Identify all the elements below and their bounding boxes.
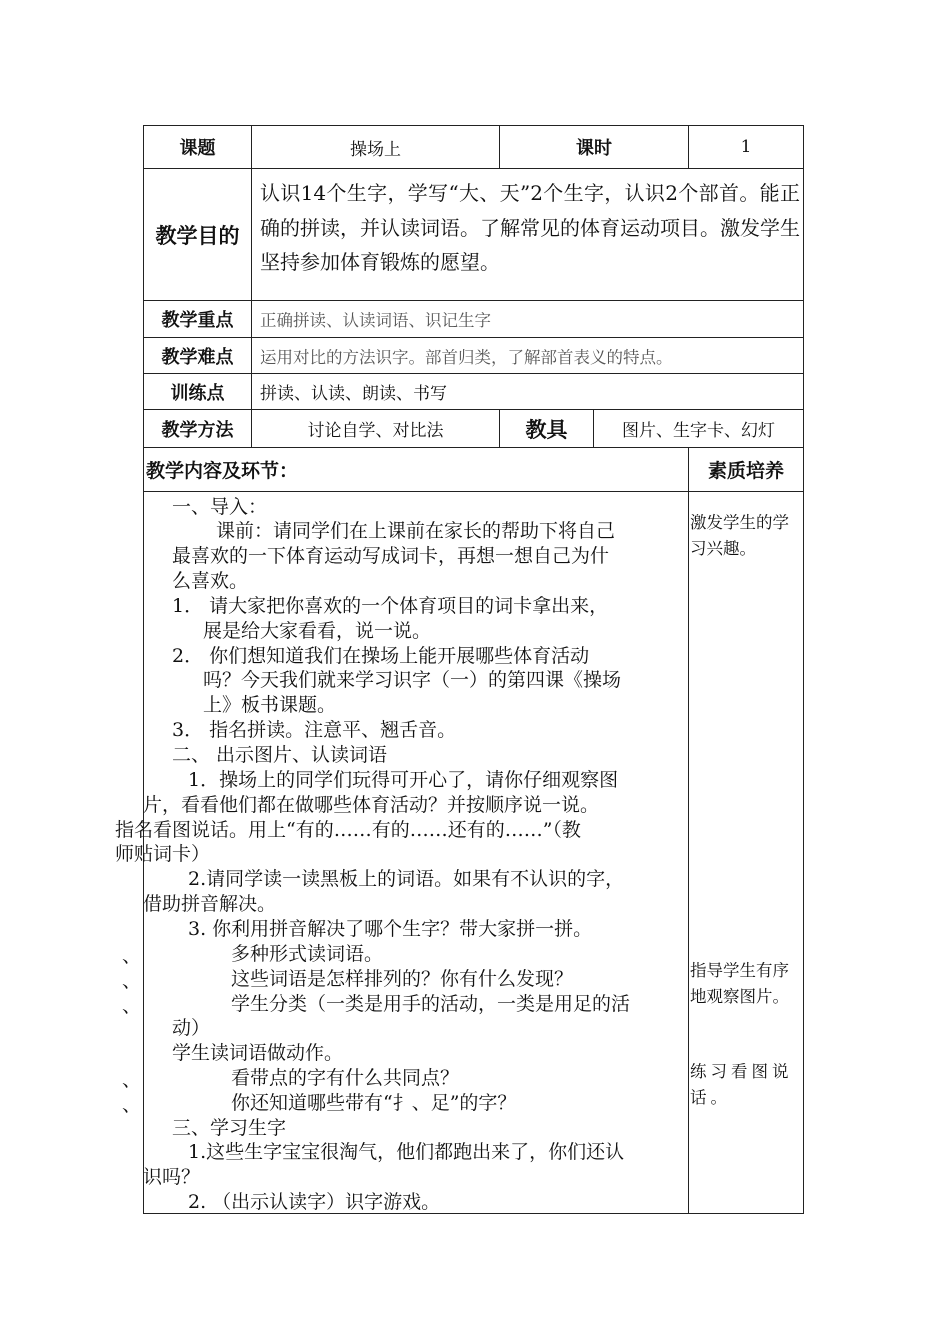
section-heading: 一、导入： xyxy=(172,496,268,518)
body-line: 指名看图说话。用上“有的……有的……还有的……”（教 xyxy=(115,819,581,841)
body-line: 片，看看他们都在做哪些体育活动？并按顺序说一说。 xyxy=(143,794,600,816)
tools-label: 教具 xyxy=(525,417,568,442)
bullet-mark: 、 xyxy=(122,1094,142,1116)
body-line: 展是给大家看看，说一说。 xyxy=(203,620,432,642)
body-line: 1． 请大家把你喜欢的一个体育项目的词卡拿出来， xyxy=(172,595,609,617)
side-note: 练习看图说话。 xyxy=(690,1062,793,1107)
topic-label: 课题 xyxy=(179,138,216,159)
bullet-mark: 、 xyxy=(122,995,142,1017)
rule xyxy=(803,125,804,1214)
side-note: 激发学生的学习兴趣。 xyxy=(690,513,789,558)
rule xyxy=(688,447,689,1214)
period-label: 课时 xyxy=(576,138,612,159)
training-label: 训练点 xyxy=(170,382,225,404)
body-line: 1．操场上的同学们玩得可开心了，请你仔细观察图 xyxy=(188,769,619,791)
body-line: 2. （出示认读字）识字游戏。 xyxy=(188,1191,441,1213)
training-value: 拼读、认读、朗读、书写 xyxy=(260,384,447,404)
rule xyxy=(143,491,804,492)
side-note: 指导学生有序地观察图片。 xyxy=(690,961,789,1006)
rule xyxy=(251,125,252,448)
period-value: 1 xyxy=(740,137,752,157)
section-heading: 三、学习生字 xyxy=(172,1117,287,1139)
tools-value: 图片、生字卡、幻灯 xyxy=(622,421,775,441)
body-line: 看带点的字有什么共同点？ xyxy=(231,1067,460,1089)
body-line: 吗？今天我们就来学习识字（一）的第四课《操场 xyxy=(203,669,622,691)
body-line: 2． 你们想知道我们在操场上能开展哪些体育活动 xyxy=(172,645,590,667)
difficulty-label: 教学难点 xyxy=(161,346,234,368)
body-line: 上》板书课题。 xyxy=(203,694,337,716)
body-line: 1.这些生字宝宝很淘气，他们都跑出来了，你们还认 xyxy=(188,1141,625,1163)
body-line: 么喜欢。 xyxy=(172,570,249,592)
section-heading: 二、 出示图片、认读词语 xyxy=(172,744,388,766)
side-heading: 素质培养 xyxy=(707,460,784,482)
body-line: 3. 你利用拼音解决了哪个生字？带大家拼一拼。 xyxy=(188,918,593,940)
body-line: 师贴词卡） xyxy=(115,843,211,865)
body-line: 动） xyxy=(172,1017,211,1039)
body-line: 学生读词语做动作。 xyxy=(172,1042,344,1064)
topic-value: 操场上 xyxy=(350,139,401,160)
method-value: 讨论自学、对比法 xyxy=(307,421,444,441)
method-label: 教学方法 xyxy=(161,419,234,441)
body-line: 2.请同学读一读黑板上的词语。如果有不认识的字， xyxy=(188,868,625,890)
body-line: 多种形式读词语。 xyxy=(231,943,384,965)
key-label: 教学重点 xyxy=(161,310,234,331)
bullet-mark: 、 xyxy=(122,1069,142,1091)
difficulty-value: 运用对比的方法识字。部首归类，了解部首表义的特点。 xyxy=(260,347,673,367)
key-value: 正确拼读、认读词语、识记生字 xyxy=(260,311,491,330)
goal-label: 教学目的 xyxy=(155,223,240,248)
bullet-mark: 、 xyxy=(122,945,142,967)
body-line: 3． 指名拼读。注意平、翘舌音。 xyxy=(172,719,457,741)
body-line: 识吗？ xyxy=(143,1166,201,1188)
body-line: 课前：请同学们在上课前在家长的帮助下将自己 xyxy=(216,520,616,542)
content-heading: 教学内容及环节： xyxy=(146,460,299,482)
body-line: 学生分类（一类是用手的活动，一类是用足的活 xyxy=(231,993,631,1015)
body-line: 这些词语是怎样排列的？你有什么发现？ xyxy=(231,968,574,990)
bullet-mark: 、 xyxy=(122,970,142,992)
goal-text: 认识14个生字，学写“大、天”2个生字，认识2个部首。能正确的拼读，并认读词语。了解常见的体育运动项目。激发学生坚持参加体育锻炼的愿望。 xyxy=(260,181,800,274)
body-line: 你还知道哪些带有“扌、足”的字？ xyxy=(231,1092,517,1114)
body-line: 最喜欢的一下体育运动写成词卡，再想一想自己为什 xyxy=(172,545,610,567)
body-line: 借助拼音解决。 xyxy=(143,893,277,915)
